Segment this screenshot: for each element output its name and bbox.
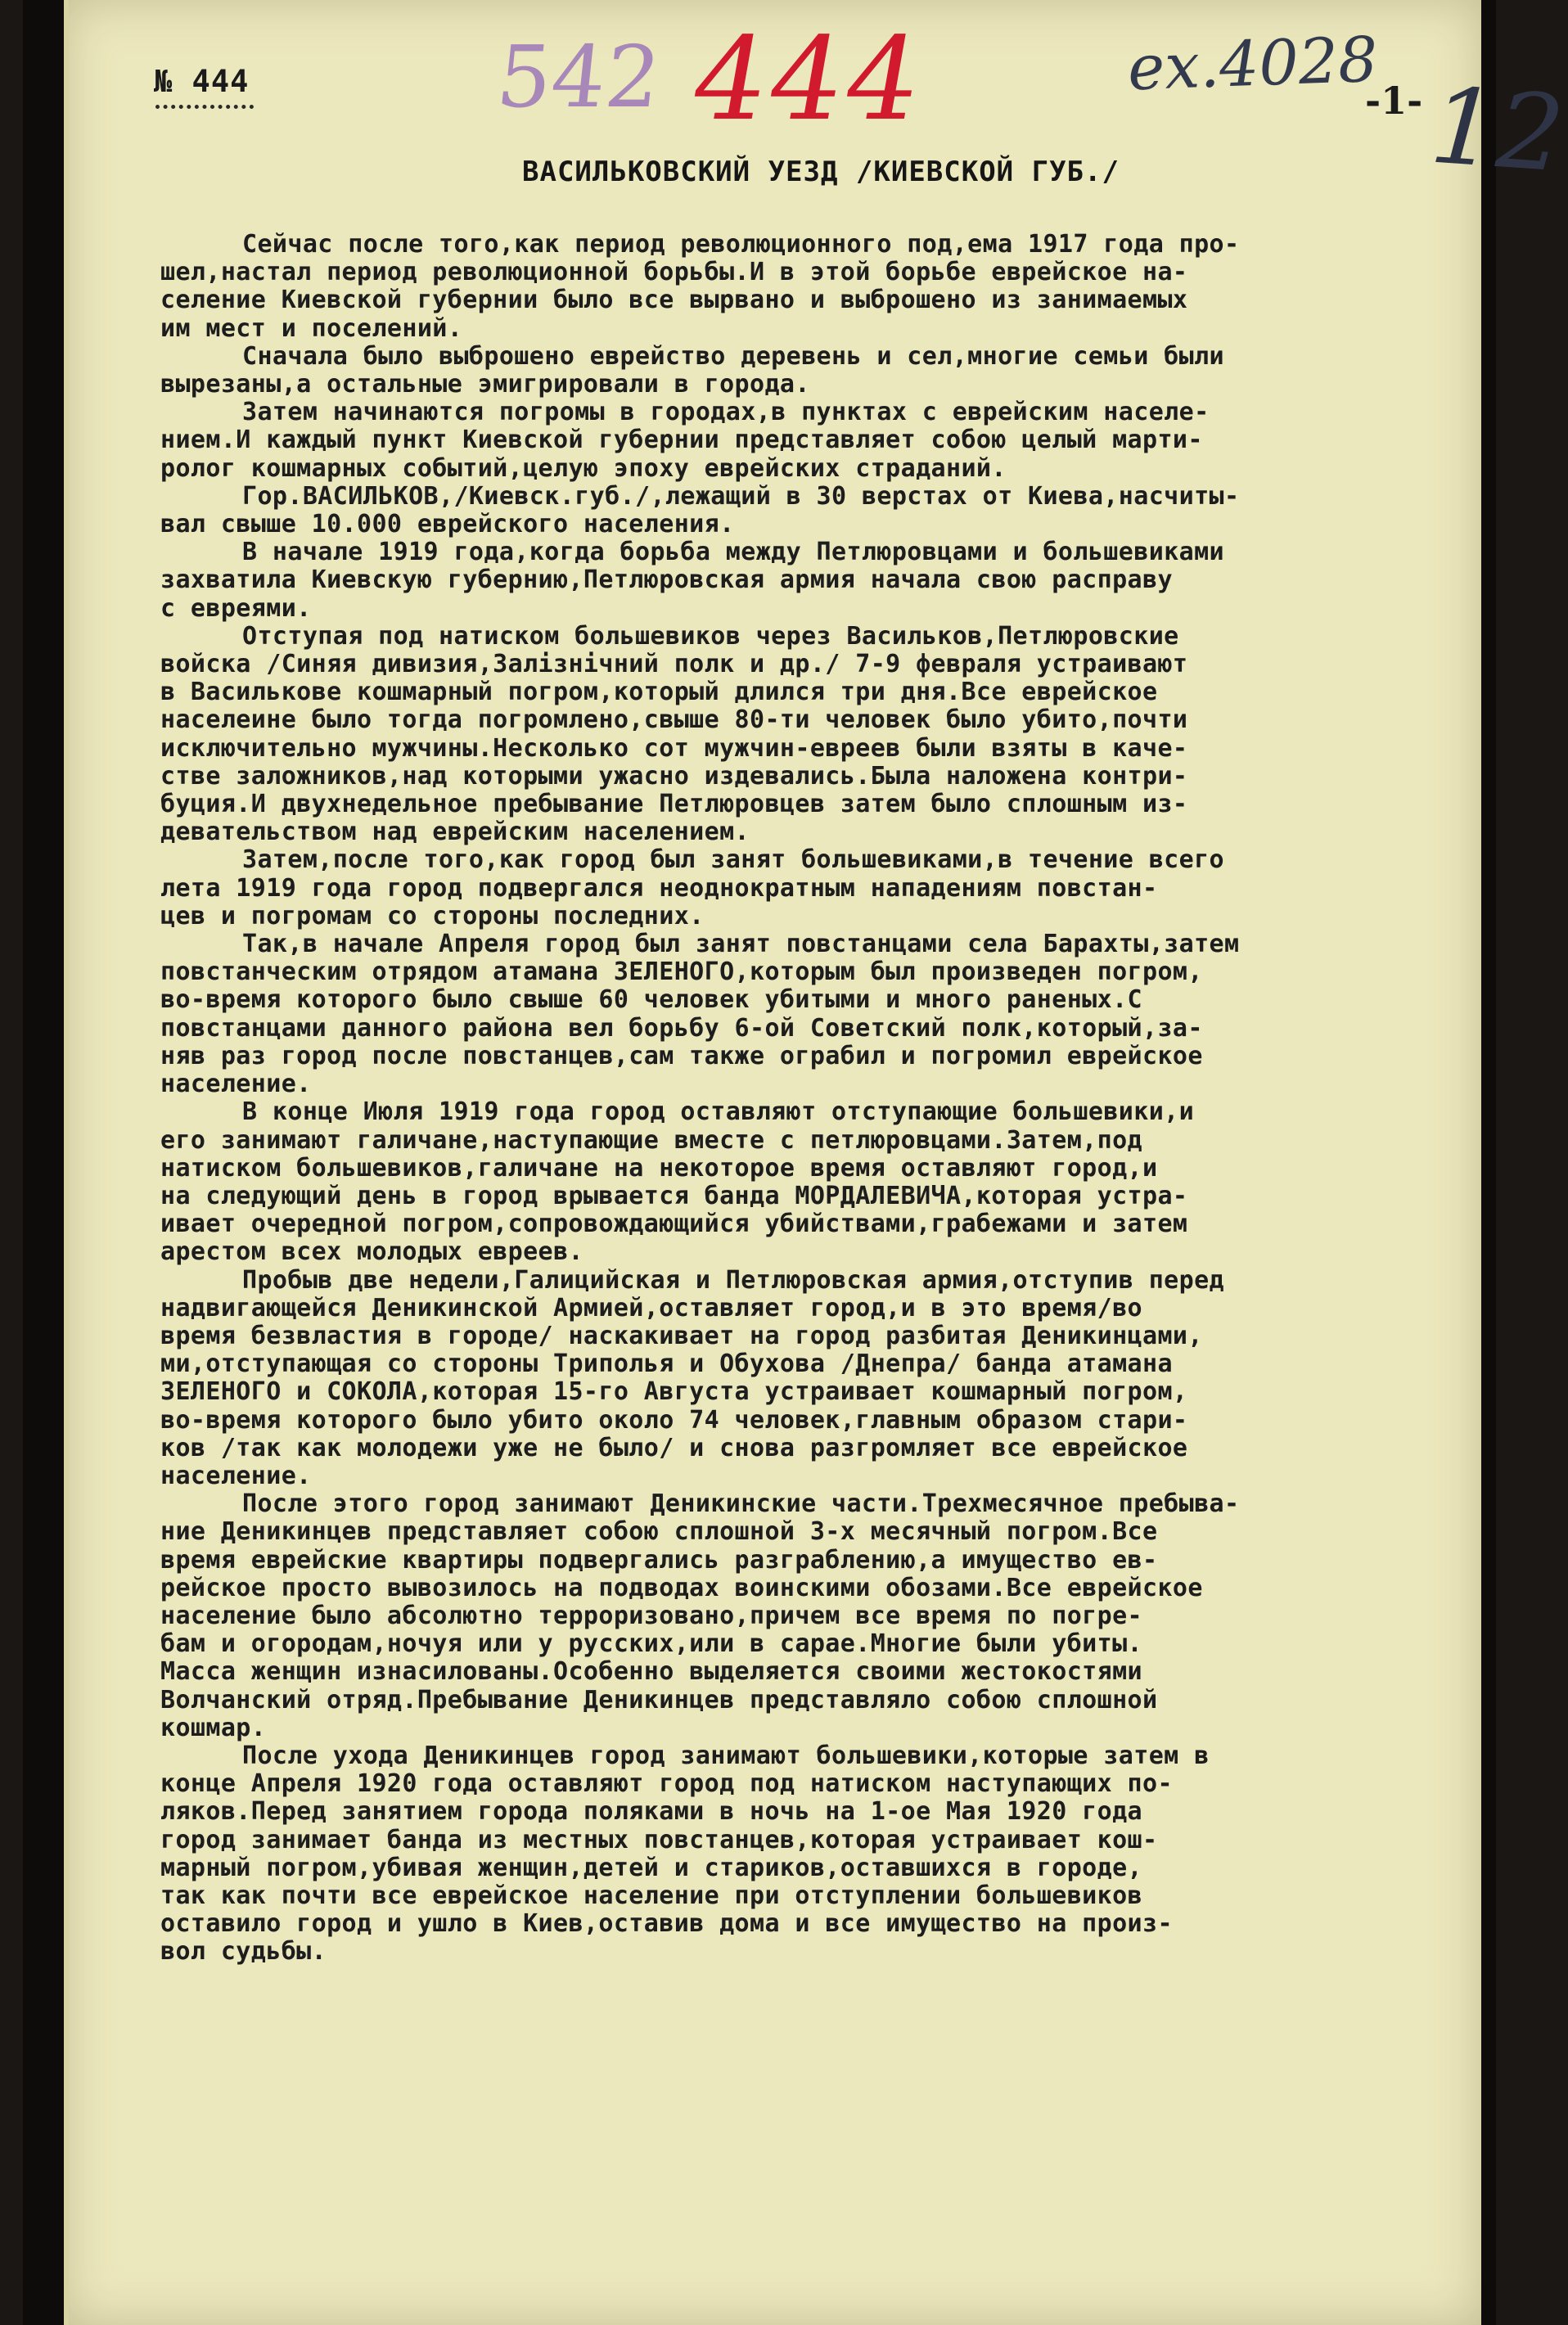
body-line: ми,отступающая со стороны Триполья и Обухова /Днепра/ банда атамана [160, 1349, 1173, 1379]
body-line: оставило город и ушло в Киев,оставив дома и все имущество на произ- [160, 1909, 1173, 1939]
body-line: марный погром,убивая женщин,детей и стариков,оставшихся в городе, [160, 1853, 1142, 1882]
body-line: население. [160, 1070, 312, 1099]
body-line: в Василькове кошмарный погром,который длился три дня.Все еврейское [160, 678, 1158, 707]
body-line: город занимает банда из местных повстанцев,которая устраивает кош- [160, 1825, 1158, 1854]
body-line: повстанческим отрядом атамана ЗЕЛЕНОГО,которым был произведен погром, [160, 957, 1203, 987]
body-line: рейское просто вывозилось на подводах воинскими обозами.Все еврейское [160, 1573, 1203, 1602]
body-line: арестом всех молодых евреев. [160, 1237, 583, 1267]
body-line: населеине было тогда погромлено,свыше 80-ти человек было убито,почти [160, 705, 1188, 735]
body-line: няв раз город после повстанцев,сам также ограбил и погромил еврейское [160, 1041, 1203, 1070]
body-line: захватила Киевскую губернию,Петлюровская армия начала свою расправу [160, 565, 1173, 595]
body-line: Сначала было выброшено еврейство деревень и сел,многие семьи были [242, 341, 1224, 371]
document-heading: ВАСИЛЬКОВСКИЙ УЕЗД /КИЕВСКОЙ ГУБ./ [522, 155, 1120, 188]
body-line: Гор.ВАСИЛЬКОВ,/Киевск.губ./,лежащий в 30 верстах от Киева,насчиты- [242, 481, 1240, 511]
body-line: Волчанский отряд.Пребывание Деникинцев представляло собою сплошной [160, 1685, 1158, 1714]
page-marker: -1- [1365, 79, 1423, 123]
body-line: на следующий день в город врывается банда МОРДАЛЕВИЧА,которая устра- [160, 1181, 1188, 1210]
body-line: нием.И каждый пункт Киевской губернии представляет собою целый марти- [160, 426, 1203, 455]
body-line: После ухода Деникинцев город занимают большевики,которые затем в [242, 1741, 1210, 1770]
body-line: вол судьбы. [160, 1937, 327, 1967]
body-line: шел,настал период революционной борьбы.И в этой борьбе еврейское на- [160, 258, 1188, 287]
body-line: цев и погромам со стороны последних. [160, 901, 705, 930]
body-line: Так,в начале Апреля город был занят повстанцами села Барахты,затем [242, 930, 1240, 959]
body-line: конце Апреля 1920 года оставляют город под натиском наступающих по- [160, 1769, 1173, 1799]
body-line: так как почти все еврейское население при отступлении большевиков [160, 1881, 1142, 1910]
body-line: с евреями. [160, 593, 312, 623]
document-body [160, 231, 1458, 1967]
body-line: бам и огородам,ночуя или у русских,или в сарае.Многие были убиты. [160, 1629, 1142, 1659]
body-line: Пробыв две недели,Галицийская и Петлюровская армия,отступив перед [242, 1265, 1224, 1295]
body-line: повстанцами данного района вел борьбу 6-ой Советский полк,который,за- [160, 1013, 1203, 1043]
handwritten-folio-number: 12 [1426, 65, 1568, 196]
body-line: ляков.Перед занятием города поляками в ночь на 1-ое Мая 1920 года [160, 1797, 1142, 1827]
handwritten-red-number: 444 [682, 13, 935, 146]
body-line: ивает очередной погром,сопровождающийся убийствами,грабежами и затем [160, 1210, 1188, 1239]
body-line: девательством над еврейским населением. [160, 818, 750, 847]
body-line: вал свыше 10.000 еврейского населения. [160, 510, 735, 539]
body-line: кошмар. [160, 1713, 267, 1742]
body-line: После этого город занимают Деникинские части.Трехмесячное пребыва- [242, 1489, 1240, 1519]
body-line: его занимают галичане,наступающие вместе с петлюровцами.Затем,под [160, 1125, 1142, 1155]
body-line: стве заложников,над которыми ужасно издевались.Была наложена контри- [160, 761, 1188, 791]
body-line: селение Киевской губернии было все вырвано и выброшено из занимаемых [160, 286, 1188, 315]
body-line: Масса женщин изнасилованы.Особенно выделяется своими жестокостями [160, 1657, 1142, 1687]
document-page [64, 0, 1568, 2325]
body-line: во-время которого было свыше 60 человек убитыми и много раненых.С [160, 985, 1142, 1015]
document-number-underline [155, 105, 254, 109]
body-line: лета 1919 года город подвергался неоднократным нападениям повстан- [160, 873, 1158, 903]
body-line: буция.И двухнедельное пребывание Петлюровцев затем было сплошным из- [160, 790, 1188, 819]
body-line: население было абсолютно терроризовано,причем все время по погре- [160, 1601, 1142, 1630]
body-line: время еврейские квартиры подвергались разграблению,а имущество ев- [160, 1545, 1158, 1575]
body-line: надвигающейся Деникинской Армией,оставляет город,и в это время/во [160, 1293, 1142, 1322]
body-line: Затем начинаются погромы в городах,в пунктах с еврейским населе- [242, 398, 1210, 427]
body-line: ролог кошмарных событий,целую эпоху еврейских страданий. [160, 453, 1007, 483]
body-line: войска /Синяя дивизия,Залiзнiчний полк и др./ 7-9 февраля устраивают [160, 650, 1188, 679]
body-line: ков /так как молодежи уже не было/ и снова разгромляет все еврейское [160, 1433, 1188, 1462]
body-line: В начале 1919 года,когда борьба между Петлюровцами и большевиками [242, 538, 1224, 567]
body-line: вырезаны,а остальные эмигрировали в города. [160, 370, 810, 399]
body-line: ние Деникинцев представляет собою сплошной 3-х месячный погром.Все [160, 1517, 1158, 1547]
handwritten-archive-reference: ex.4028 [1126, 22, 1379, 105]
body-line: им мест и поселений. [160, 313, 463, 343]
document-number: № 444 [154, 64, 250, 99]
body-line: В конце Июля 1919 года город оставляют отступающие большевики,и [242, 1097, 1195, 1127]
body-line: ЗЕЛЕНОГО и СОКОЛА,которая 15-го Августа устраивает кошмарный погром, [160, 1377, 1188, 1407]
body-line: исключительно мужчины.Несколько сот мужчин-евреев были взяты в каче- [160, 733, 1188, 763]
body-line: Затем,после того,как город был занят большевиками,в течение всего [242, 845, 1224, 875]
body-line: Сейчас после того,как период революционного под,ема 1917 года про- [242, 230, 1240, 259]
handwritten-number-542: 542 [492, 27, 665, 127]
body-line: во-время которого было убито около 74 человек,главным образом стари- [160, 1405, 1188, 1435]
body-line: время безвластия в городе/ наскакивает на город разбитая Деникинцами, [160, 1321, 1203, 1350]
body-line: Отступая под натиском большевиков через Васильков,Петлюровские [242, 621, 1179, 651]
body-line: натиском большевиков,галичане на некоторое время оставляют город,и [160, 1153, 1158, 1183]
body-line: население. [160, 1461, 312, 1490]
